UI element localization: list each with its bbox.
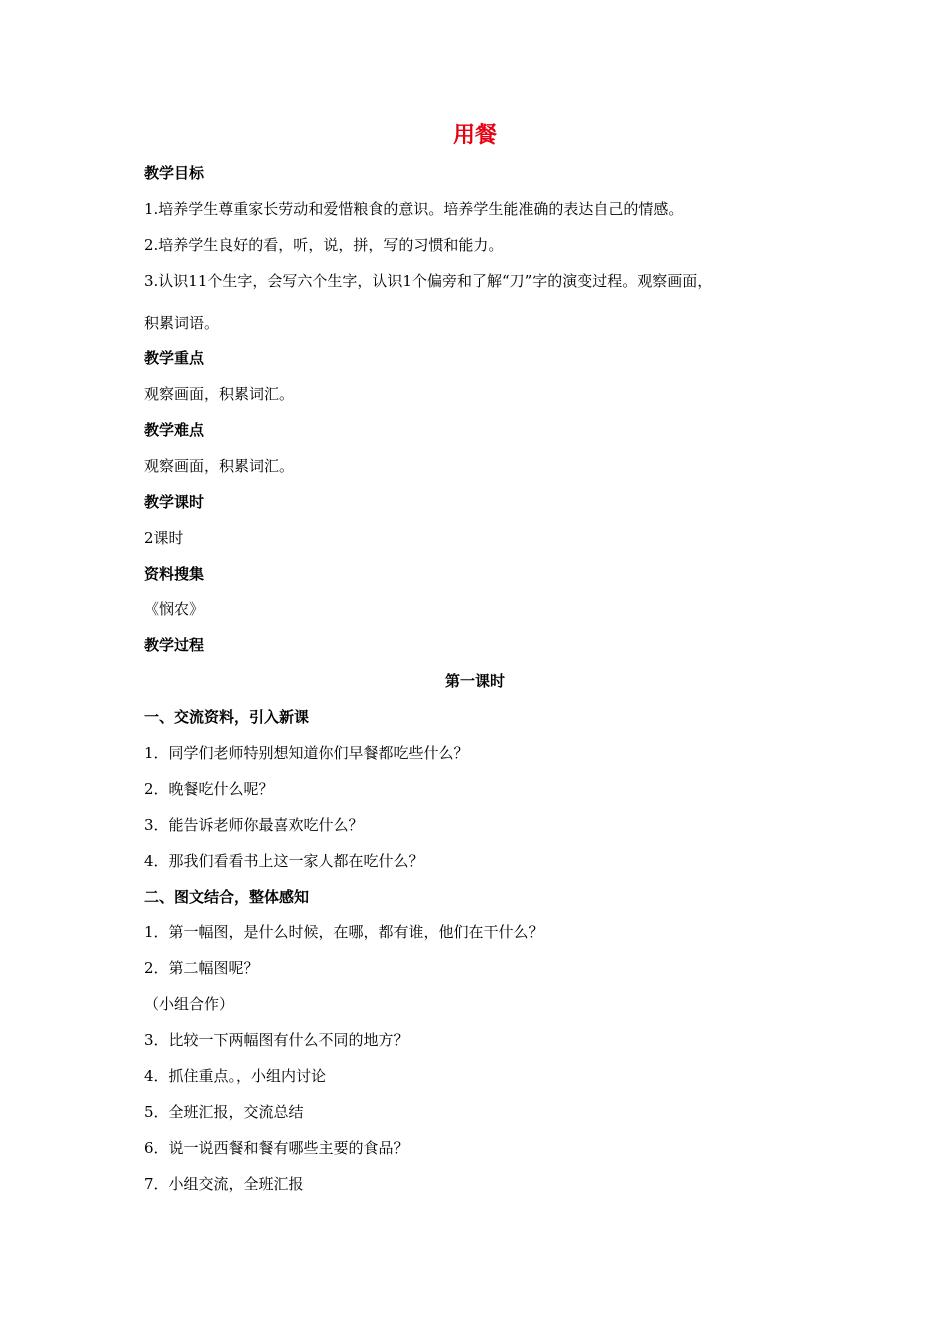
class-hours-heading: 教学课时 [144, 493, 205, 511]
part2-item-3: 3．比较一下两幅图有什么不同的地方？ [144, 1031, 409, 1049]
materials-heading: 资料搜集 [144, 565, 205, 583]
part2-item-7: 7．小组交流，全班汇报 [144, 1175, 304, 1193]
class-hours-text: 2课时 [144, 529, 184, 547]
part2-item-note: （小组合作） [144, 995, 235, 1013]
part1-item-3: 3．能告诉老师你最喜欢吃什么？ [144, 816, 364, 834]
difficulties-text: 观察画面，积累词汇。 [144, 457, 295, 475]
difficulties-heading: 教学难点 [144, 421, 205, 439]
part1-item-1: 1．同学们老师特别想知道你们早餐都吃些什么？ [144, 744, 469, 762]
goal-item-2: 2.培养学生良好的看，听，说，拼，写的习惯和能力。 [144, 236, 504, 254]
goal-item-1: 1.培养学生尊重家长劳动和爱惜粮食的意识。培养学生能准确的表达自己的情感。 [144, 200, 684, 218]
part1-heading: 一、交流资料，引入新课 [144, 708, 310, 726]
part2-item-1: 1．第一幅图，是什么时候，在哪，都有谁，他们在干什么？ [144, 923, 544, 941]
part2-heading: 二、图文结合，整体感知 [144, 888, 310, 906]
goals-heading: 教学目标 [144, 164, 205, 182]
part1-item-2: 2．晚餐吃什么呢？ [144, 780, 274, 798]
goal-item-3: 3.认识11个生字，会写六个生字，认识1个偏旁和了解“刀”字的演变过程。观察画面， [144, 272, 713, 290]
lesson-title: 第一课时 [444, 672, 505, 690]
part2-item-4: 4．抓住重点。，小组内讨论 [144, 1067, 327, 1085]
key-points-text: 观察画面，积累词汇。 [144, 385, 295, 403]
key-points-heading: 教学重点 [144, 349, 205, 367]
document-title: 用餐 [452, 123, 497, 148]
part2-item-5: 5．全班汇报，交流总结 [144, 1103, 304, 1121]
part1-item-4: 4．那我们看看书上这一家人都在吃什么？ [144, 852, 424, 870]
part2-item-6: 6．说一说西餐和餐有哪些主要的食品？ [144, 1139, 409, 1157]
materials-text: 《悯农》 [144, 600, 205, 618]
part2-item-2: 2．第二幅图呢？ [144, 959, 259, 977]
goal-item-3-continued: 积累词语。 [144, 314, 220, 332]
process-heading: 教学过程 [144, 636, 205, 654]
